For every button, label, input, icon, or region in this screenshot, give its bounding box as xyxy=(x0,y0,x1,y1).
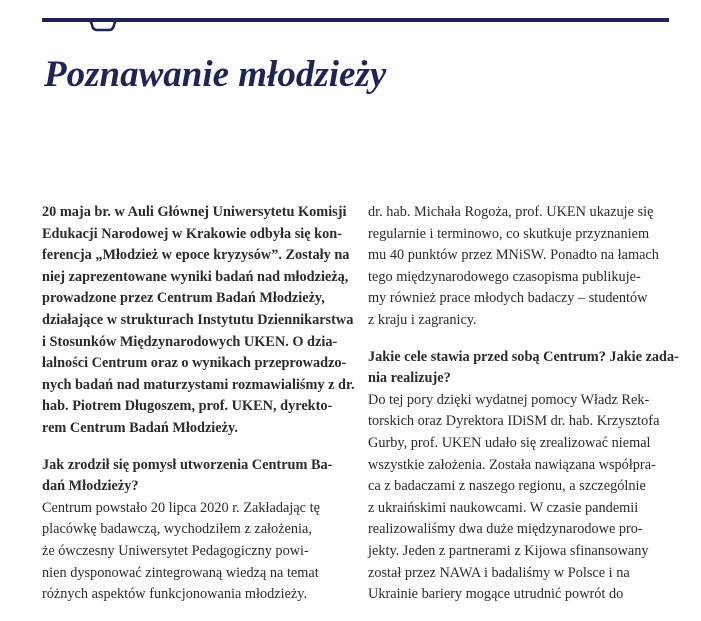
text-line: i Stosunków Międzynarodowych UKEN. O dzia- xyxy=(42,333,338,350)
text-line: został przez NAWA i badaliśmy w Polsce i na xyxy=(368,564,630,581)
text-line: my również prace młodych badaczy – studentów xyxy=(368,290,648,307)
text-line: że ówczesny Uniwersytet Pedagogiczny powi- xyxy=(42,542,309,559)
text-line: hab. Piotrem Długoszem, prof. UKEN, dyrekto- xyxy=(42,398,333,415)
text-line: tego międzynarodowego czasopisma publikuje- xyxy=(368,268,641,285)
text-line: mu 40 punktów przez MNiSW. Ponadto na łamach xyxy=(368,247,659,264)
text-line: Gurby, prof. UKEN udało się zrealizować niemal xyxy=(368,434,651,451)
question-line: dań Młodzieży? xyxy=(42,478,139,495)
question-2 xyxy=(368,347,679,390)
text-line: ferencja „Młodzież w epoce kryzysów”. Zostały na xyxy=(42,247,350,264)
text-line: z ukraińskimi naukowcami. W czasie pandemii xyxy=(368,499,639,516)
text-line: ca z badaczami z naszego regionu, a szczególnie xyxy=(368,478,646,495)
header-bracket-ornament xyxy=(88,20,118,34)
text-line: Do tej pory dzięki wydatnej pomocy Władz Rek- xyxy=(368,391,650,408)
article-title: Poznawanie młodzieży xyxy=(44,54,387,95)
intro-paragraph xyxy=(42,202,355,440)
text-line: niej zaprezentowane wyniki badań nad młodzieżą, xyxy=(42,268,349,285)
text-line: łalności Centrum oraz o wynikach przeprowadzo- xyxy=(42,355,347,372)
text-line: z kraju i zagranicy. xyxy=(368,311,477,328)
text-line: rem Centrum Badań Młodzieży. xyxy=(42,419,238,436)
text-line: Ukrainie bariery mogące utrudnić powrót do xyxy=(368,586,624,603)
text-line: torskich oraz Dyrektora IDiSM dr. hab. Krzysztofa xyxy=(368,413,660,430)
text-line: realizowaliśmy dwa duże międzynarodowe pro- xyxy=(368,521,643,538)
text-line: 20 maja br. w Auli Głównej Uniwersytetu Komisji xyxy=(42,204,347,220)
text-line: nych badań nad maturzystami rozmawialiśmy z dr. xyxy=(42,376,355,393)
text-line: Centrum powstało 20 lipca 2020 r. Zakładając tę xyxy=(42,499,320,516)
text-line: działające w strukturach Instytutu Dziennikarstwa xyxy=(42,311,354,328)
text-line: różnych aspektów funkcjonowania młodzieży. xyxy=(42,586,308,603)
question-line: Jak zrodził się pomysł utworzenia Centrum Ba- xyxy=(42,456,333,473)
text-line: regularnie i terminowo, co skutkuje przyznaniem xyxy=(368,225,650,242)
header-rule xyxy=(42,18,669,22)
text-line: jekty. Jeden z partnerami z Kijowa sfinansowany xyxy=(368,542,649,559)
text-line: Edukacji Narodowej w Krakowie odbyła się kon- xyxy=(42,225,342,242)
text-line: placówkę badawczą, wychodziłem z założenia, xyxy=(42,521,312,538)
answer-1 xyxy=(42,498,342,606)
answer-2 xyxy=(368,390,668,606)
question-1 xyxy=(42,455,342,498)
continuation-paragraph xyxy=(368,202,668,332)
text-line: prowadzone przez Centrum Badań Młodzieży, xyxy=(42,290,325,307)
question-line: nia realizuje? xyxy=(368,370,451,387)
text-line: dr. hab. Michała Rogoża, prof. UKEN ukazuje się xyxy=(368,204,654,220)
right-column xyxy=(368,202,679,621)
text-line: nien dysponować zintegrowaną wiedzą na temat xyxy=(42,564,319,581)
left-column xyxy=(42,202,355,621)
text-line: wszystkie założenia. Została nawiązana współpra- xyxy=(368,456,656,473)
question-line: Jakie cele stawia przed sobą Centrum? Jakie zada- xyxy=(368,348,679,365)
